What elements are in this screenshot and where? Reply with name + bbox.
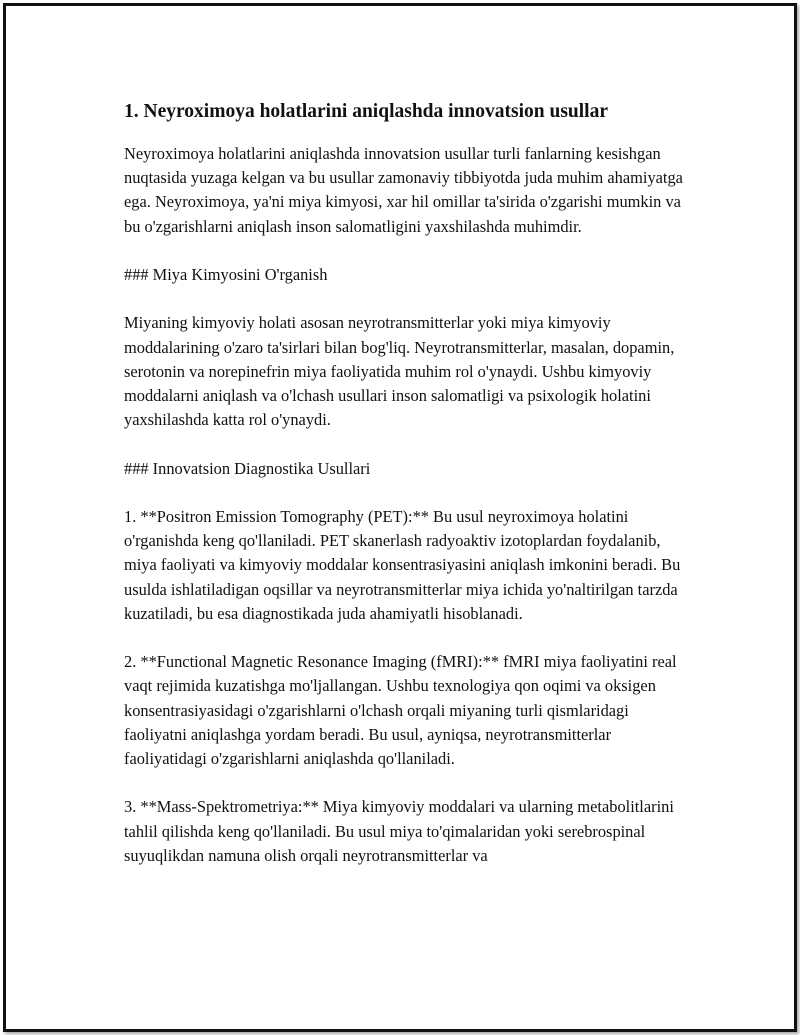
document-content bbox=[124, 98, 694, 892]
neurotransmitters-paragraph: Miyaning kimyoviy holati asosan neyrotransmitterlar yoki miya kimyoviy moddalarining o'zaro ta'sirlari bilan bog'liq. Neyrotransmitterlar, masalan, dopamin, serotonin va norepinefrin miya faoliyatida muhim rol o'ynaydi. Ushbu kimyoviy moddalarni aniqlash va o'lchash usullari inson salomatligi va psixologik holatini yaxshilashda katta rol o'ynaydi. bbox=[124, 313, 675, 430]
document-title: 1. Neyroximoya holatlarini aniqlashda innovatsion usullar bbox=[124, 101, 608, 122]
intro-paragraph: Neyroximoya holatlarini aniqlashda innovatsion usullar turli fanlarning kesishgan nuqtasida yuzaga kelgan va bu usullar zamonaviy tibbiyotda juda muhim ahamiyatga ega. Neyroximoya, ya'ni miya kimyosi, xar hil omillar ta'sirida o'zgarishi mumkin va bu o'zgarishlarni aniqlash inson salomatligini yaxshilashda muhimdir. bbox=[124, 144, 683, 236]
pet-list-item: 1. **Positron Emission Tomography (PET):** Bu usul neyroximoya holatini o'rganishda keng qo'llaniladi. PET skanerlash radyoaktiv izotoplardan foydalanib, miya faoliyati va kimyoviy moddalar konsentrasiyasini aniqlash imkonini beradi. Bu usulda ishlatiladigan oqsillar va neyrotransmitterlar miya ichida yo'naltirilgan tarzda kuzatiladi, bu esa diagnostikada juda ahamiyatli hisoblanadi. bbox=[124, 506, 681, 623]
mass-spectrometry-list-item: 3. **Mass-Spektrometriya:** Miya kimyoviy moddalari va ularning metabolitlarini tahlil qilishda keng qo'llaniladi. Bu usul miya to'qimalaridan yoki serebrospinal suyuqlikdan namuna olish orqali neyrotransmitterlar va bbox=[124, 797, 674, 865]
section-heading-diagnostika: ### Innovatsion Diagnostika Usullari bbox=[124, 458, 371, 478]
document-page bbox=[3, 3, 797, 1032]
section-heading-miya-kimyosi: ### Miya Kimyosini O'rganish bbox=[124, 265, 328, 284]
fmri-list-item: 2. **Functional Magnetic Resonance Imaging (fMRI):** fMRI miya faoliyatini real vaqt rejimida kuzatishga mo'ljallangan. Ushbu texnologiya qon oqimi va oksigen konsentrasiyasidagi o'zgarishlarni o'lchash orqali miyaning turli qismlaridagi faoliyatni aniqlashga yordam beradi. Bu usul, ayniqsa, neyrotransmitterlar faoliyatidagi o'zgarishlarni aniqlashda qo'llaniladi. bbox=[124, 652, 677, 768]
